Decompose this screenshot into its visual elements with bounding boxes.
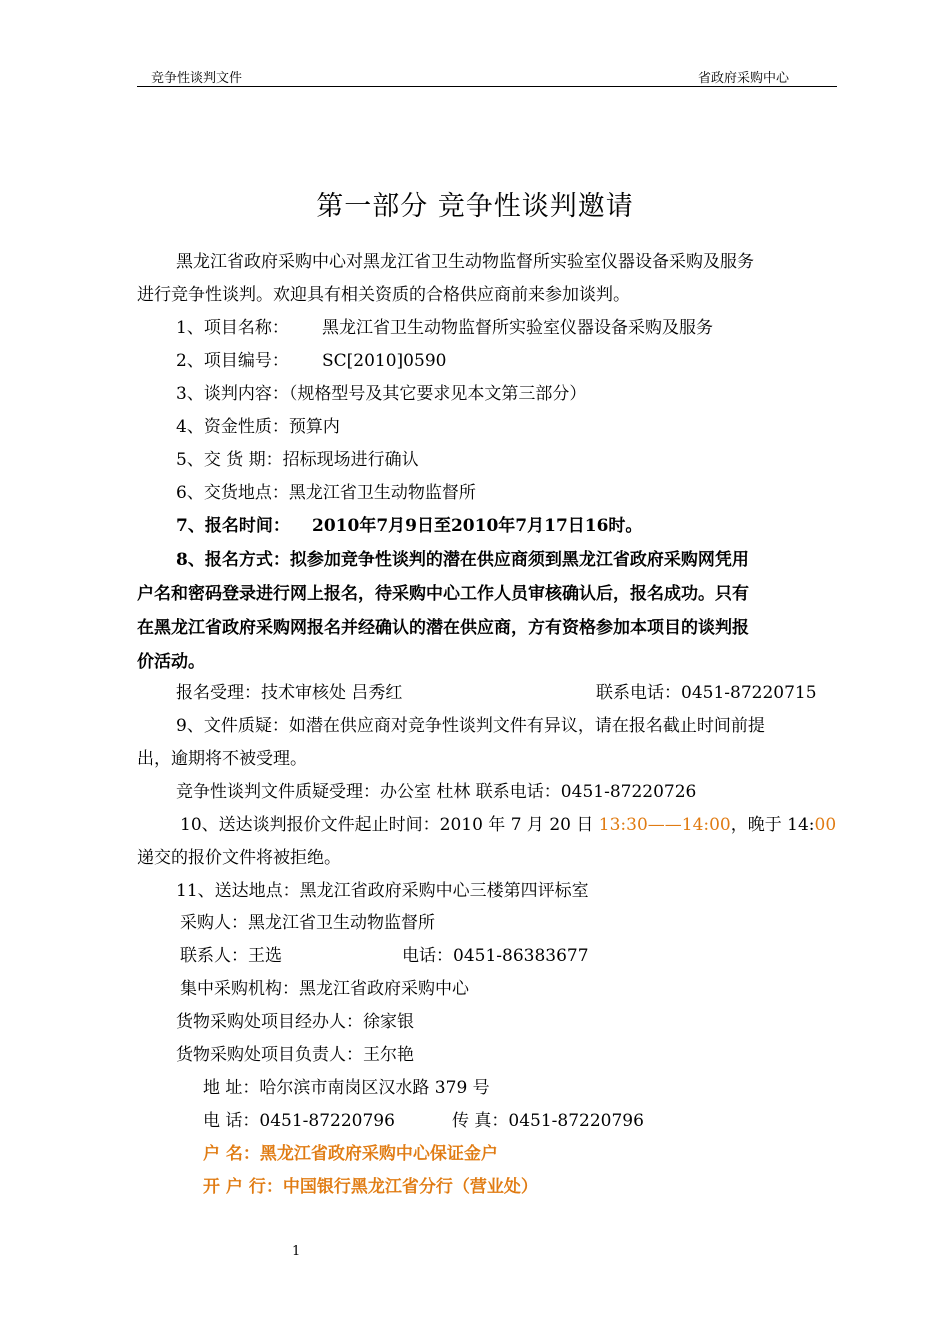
item-9-line-1: 9、文件质疑：如潜在供应商对竞争性谈判文件有异议，请在报名截止时间前提 <box>176 716 765 736</box>
item-8-line-4: 价活动。 <box>137 652 205 672</box>
item-8-line-2: 户名和密码登录进行网上报名，待采购中心工作人员审核确认后，报名成功。只有 <box>137 584 749 604</box>
item-6: 6、交货地点：黑龙江省卫生动物监督所 <box>176 483 476 503</box>
item-10-deadline-text: ，晚于 14: <box>730 815 815 835</box>
item-7-value: 2010年7月9日至2010年7月17日16时。 <box>312 516 643 536</box>
address: 地 址：哈尔滨市南岗区汉水路 379 号 <box>203 1078 490 1098</box>
item-5: 5、交 货 期：招标现场进行确认 <box>176 450 419 470</box>
item-3: 3、谈判内容：（规格型号及其它要求见本文第三部分） <box>176 384 587 404</box>
registration-contact: 报名受理：技术审核处 吕秀红 <box>176 683 403 703</box>
item-10-deadline-minutes: 00 <box>814 815 837 835</box>
intro-line-2: 进行竞争性谈判。欢迎具有相关资质的合格供应商前来参加谈判。 <box>137 285 630 305</box>
item-4: 4、资金性质：预算内 <box>176 417 340 437</box>
item-8-line-3: 在黑龙江省政府采购网报名并经确认的潜在供应商，方有资格参加本项目的谈判报 <box>137 618 749 638</box>
doubt-contact: 竞争性谈判文件质疑受理：办公室 杜林 联系电话：0451-87220726 <box>176 782 697 802</box>
project-manager: 货物采购处项目负责人：王尔艳 <box>176 1045 414 1065</box>
item-10-line-2: 递交的报价文件将被拒绝。 <box>137 848 341 868</box>
intro-line-1: 黑龙江省政府采购中心对黑龙江省卫生动物监督所实验室仪器设备采购及服务 <box>176 252 754 272</box>
registration-phone: 联系电话：0451-87220715 <box>596 683 817 703</box>
item-7-label: 7、报名时间： <box>176 516 290 536</box>
header-left-text: 竞争性谈判文件 <box>151 71 243 86</box>
item-8-line-1: 8、报名方式：拟参加竞争性谈判的潜在供应商须到黑龙江省政府采购网凭用 <box>176 550 749 570</box>
account-name: 户 名：黑龙江省政府采购中心保证金户 <box>203 1144 498 1164</box>
buyer-contact: 联系人：王选 <box>180 946 282 966</box>
header-right-text: 省政府采购中心 <box>697 71 789 86</box>
item-2-value: SC[2010]0590 <box>322 351 447 371</box>
item-10-text: 10、送达谈判报价文件起止时间：2010 年 7 月 20 日 <box>180 815 599 835</box>
project-handler: 货物采购处项目经办人：徐家银 <box>176 1012 414 1032</box>
item-10-time-range: 13:30——14:00 <box>598 815 731 835</box>
office-fax: 传 真：0451-87220796 <box>452 1111 644 1131</box>
item-1-label: 1、项目名称： <box>176 318 289 338</box>
item-10-line-1 <box>180 814 836 836</box>
bank-name: 开 户 行：中国银行黑龙江省分行（营业处） <box>203 1177 538 1197</box>
office-phone: 电 话：0451-87220796 <box>203 1111 395 1131</box>
item-2-label: 2、项目编号： <box>176 351 289 371</box>
page-number: 1 <box>292 1244 301 1259</box>
item-1-value: 黑龙江省卫生动物监督所实验室仪器设备采购及服务 <box>322 318 713 338</box>
buyer: 采购人：黑龙江省卫生动物监督所 <box>180 913 435 933</box>
procurement-agency: 集中采购机构：黑龙江省政府采购中心 <box>180 979 469 999</box>
page-header <box>137 64 837 87</box>
section-title: 第一部分 竞争性谈判邀请 <box>316 191 634 222</box>
item-11: 11、送达地点：黑龙江省政府采购中心三楼第四评标室 <box>176 881 589 901</box>
buyer-phone: 电话：0451-86383677 <box>402 946 589 966</box>
item-9-line-2: 出，逾期将不被受理。 <box>137 749 307 769</box>
